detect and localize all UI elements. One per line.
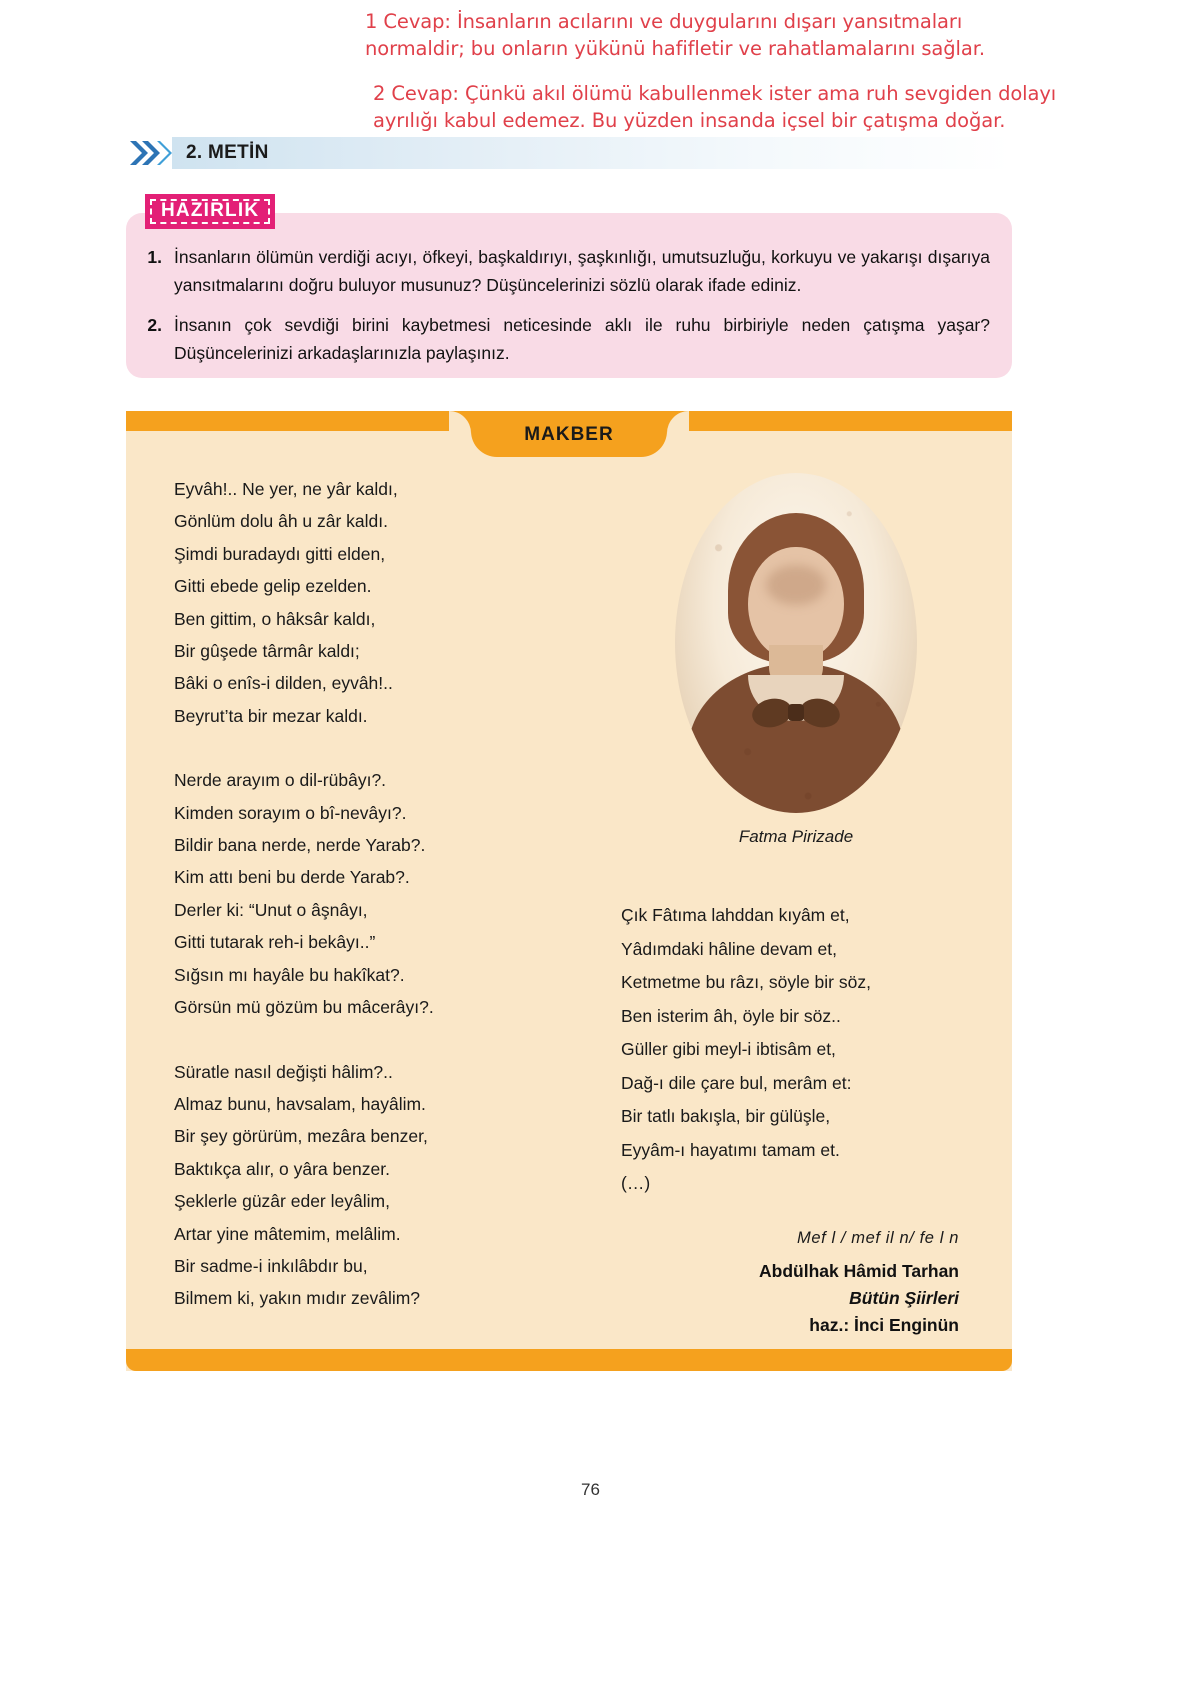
poem-line: Şeklerle güzâr eder leyâlim, [174,1191,390,1212]
poem-line: Dağ-ı dile çare bul, merâm et: [621,1072,852,1093]
poem-line: Bir gûşede târmâr kaldı; [174,641,360,662]
portrait-photo [675,473,917,813]
list-item [126,311,1012,367]
poem-line: Gitti ebede gelip ezelden. [174,576,372,597]
poem-title: MAKBER [524,424,614,445]
poem-line: Artar yine mâtemim, melâlim. [174,1223,401,1244]
poem-line: Ben isterim âh, öyle bir söz.. [621,1005,841,1026]
poem-line: Kimden sorayım o bî-nevâyı?. [174,802,407,823]
stanza-1 [174,473,504,732]
student-answers [365,8,1065,134]
tab-right-wing [667,411,689,433]
poem-title-tab [471,411,667,457]
section-title: 2. METİN [186,142,269,163]
poem-line: Baktıkça alır, o yâra benzer. [174,1158,390,1179]
poem-meter: Mef l / mef il n/ fe l n [796,1228,959,1247]
section-header [126,137,1012,169]
poem-line: Beyrut’ta bir mezar kaldı. [174,705,368,726]
poem-line: Almaz bunu, havsalam, hayâlim. [174,1093,426,1114]
poem-line: Bir sadme-i inkılâbdır bu, [174,1255,368,1276]
question-text: İnsanların ölümün verdiği acıyı, öfkeyi, başkaldırıyı, şaşkınlığı, umutsuzluğu, korkuyu ve yakarışı dışarıya yansıtmalarını doğru buluyor musunuz? Düşüncelerinizi sözlü olarak ifade ediniz. [174,247,990,295]
stanza-2 [174,764,504,1023]
poem-line: Derler ki: “Unut o âşnâyı, [174,899,368,920]
poem-line: Bir tatlı bakışla, bir gülüşle, [621,1106,831,1126]
poem-frame-bottom-bar [126,1349,1012,1371]
attribution-author: Abdülhak Hâmid Tarhan [759,1260,959,1281]
poem-line: Yâdımdaki hâline devam et, [621,938,837,959]
question-number: 2. [147,315,162,335]
poem-line: Gitti tutarak reh-i bekâyı..” [174,932,376,953]
attribution-work: Bütün Şiirleri [849,1287,959,1308]
hazirlik-badge [145,194,275,229]
poem-line: Bâki o enîs-i dilden, eyvâh!.. [174,673,393,694]
page-number: 76 [581,1480,600,1499]
poem-line: Sığsın mı hayâle bu hakîkat?. [174,964,405,985]
double-chevron-icon [126,137,178,169]
poem-line: Güller gibi meyl-i ibtisâm et, [621,1039,836,1059]
poem-line: Bildir bana nerde, nerde Yarab?. [174,835,426,856]
poem-left-column [174,473,504,1315]
poem-line-ellipsis: (…) [621,1173,651,1193]
portrait-grain-overlay [675,473,917,813]
poem-right-column [611,473,981,1339]
attribution-editor: haz.: İnci Enginün [809,1314,959,1335]
poem-line: Gönlüm dolu âh u zâr kaldı. [174,511,389,532]
question-text: İnsanın çok sevdiği birini kaybetmesi neticesinde aklı ile ruhu birbiriyle neden çatışma yaşar? Düşüncelerinizi arkadaşlarınızla paylaşınız. [174,315,990,363]
tab-left-wing [449,411,471,433]
preparation-question-list [126,243,1012,379]
question-number: 1. [147,247,162,267]
poem-line: Bir şey görürüm, mezâra benzer, [174,1126,428,1147]
answer-2: 2 Cevap: Çünkü akıl ölümü kabullenmek ister ama ruh sevgiden dolayı ayrılığı kabul edemez. Bu yüzden insanda içsel bir çatışma doğar. [373,82,1057,132]
stanza-3 [174,1056,504,1315]
poem-line: Bilmem ki, yakın mıdır zevâlim? [174,1288,421,1309]
portrait-figure [675,473,917,813]
section-header-bar [172,137,1012,169]
poem-line: Kim attı beni bu derde Yarab?. [174,867,410,888]
poem-line: Çık Fâtıma lahddan kıyâm et, [621,905,850,925]
poem-right-stanza [611,899,981,1201]
poem-line: Eyvâh!.. Ne yer, ne yâr kaldı, [174,479,398,499]
poem-frame [126,411,1012,1371]
poem-line: Nerde arayım o dil-rübâyı?. [174,770,387,791]
answer-1: 1 Cevap: İnsanların acılarını ve duygularını dışarı yansıtmaları normaldir; bu onların yükünü hafifletir ve rahatlamalarını sağlar. [365,10,985,60]
poem-line: Ketmetme bu râzı, söyle bir söz, [621,972,871,992]
hazirlik-badge-label: HAZIRLIK [161,200,260,221]
poem-line: Görsün mü gözüm bu mâcerâyı?. [174,997,434,1018]
poem-line: Süratle nasıl değişti hâlim?.. [174,1061,393,1082]
poem-line: Şimdi buradaydı gitti elden, [174,543,386,564]
poem-attribution [611,1258,981,1339]
portrait-caption: Fatma Pirizade [738,827,854,846]
poem-line: Ben gittim, o hâksâr kaldı, [174,608,376,629]
poem-line: Eyyâm-ı hayatımı tamam et. [621,1139,840,1160]
list-item [126,243,1012,299]
